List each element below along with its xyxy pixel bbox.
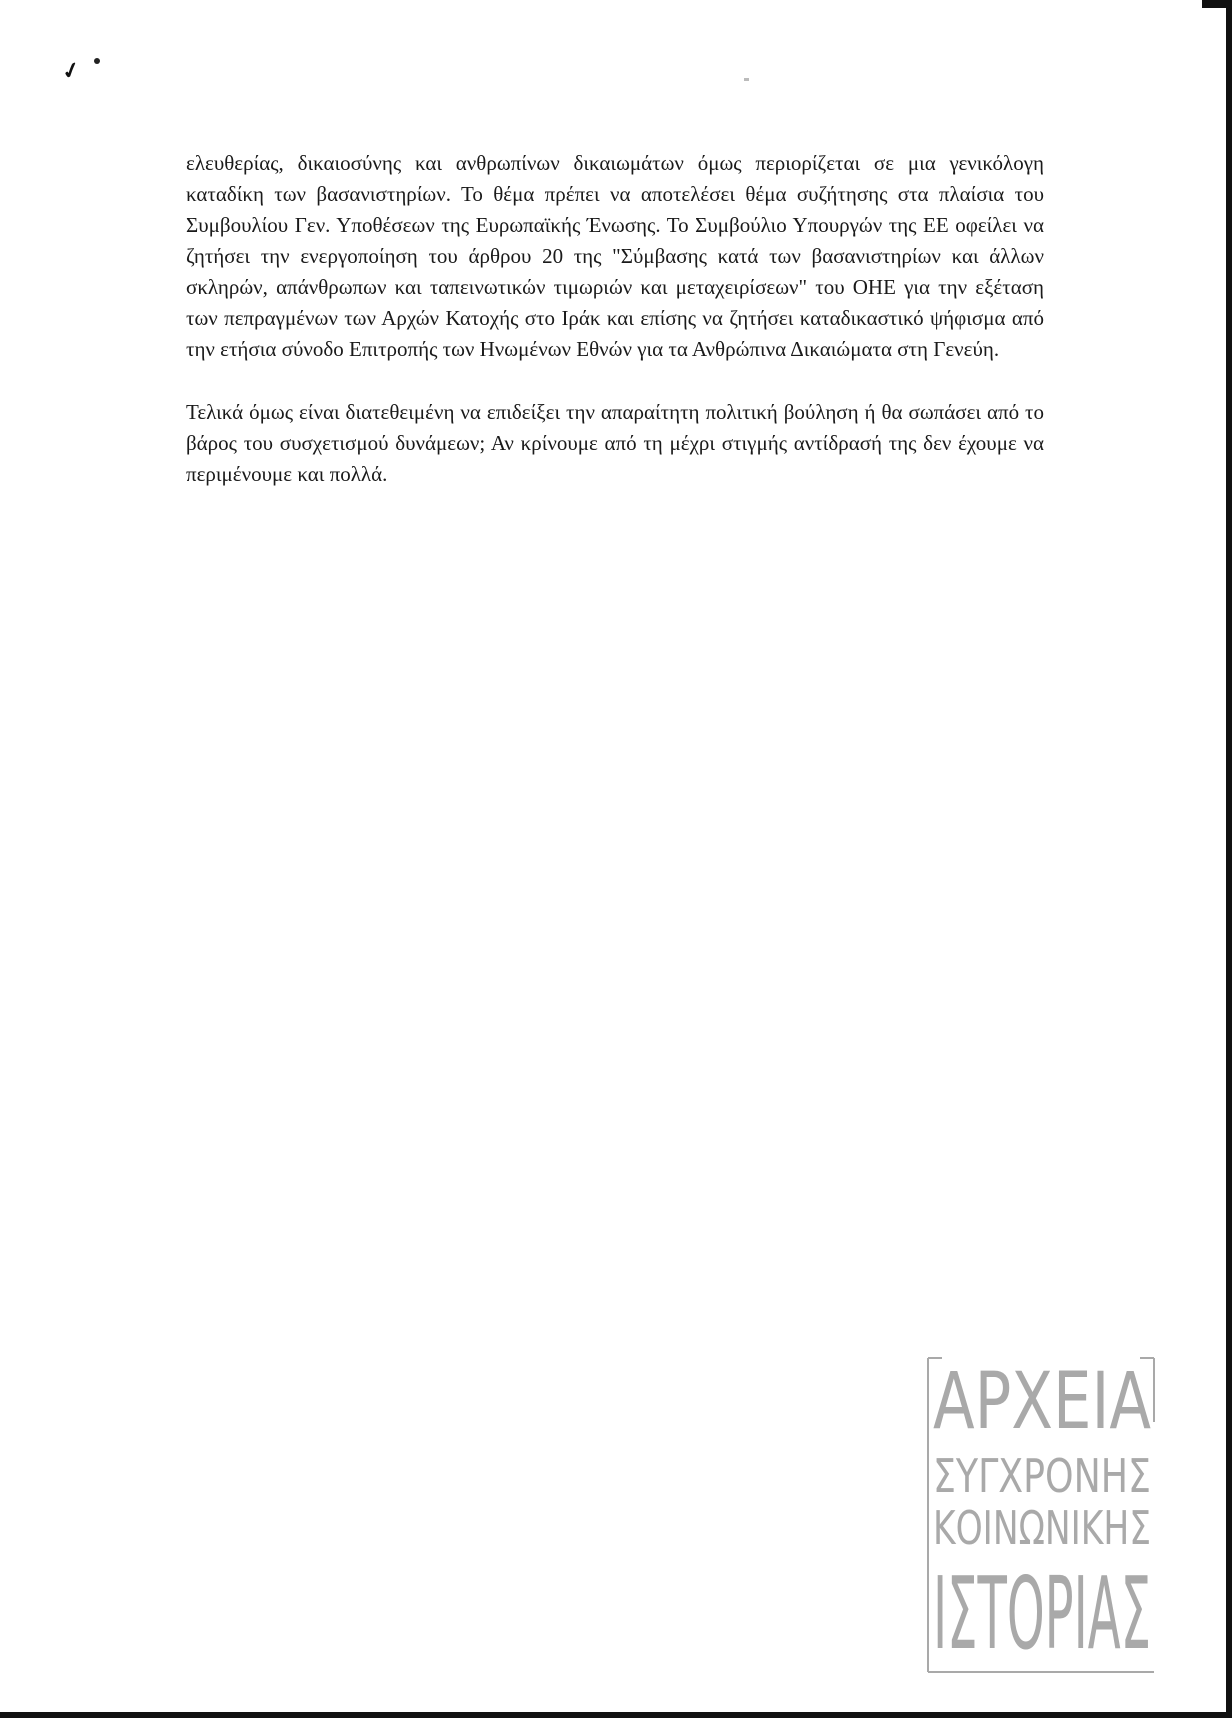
document-body	[186, 148, 1044, 490]
stamp-line-3: ΚΟΙΝΩΝΙΚΗΣ	[933, 1501, 1151, 1555]
corner-mark-icon: ✓	[58, 56, 84, 85]
stamp-line-1: ΑΡΧΕΙΑ	[933, 1357, 1152, 1447]
paragraph-2: Τελικά όμως είναι διατεθειμένη να επιδείξει την απαραίτητη πολιτική βούληση ή θα σωπάσει από το βάρος του συσχετισμού δυνάμεων; Αν κρίνουμε από τη μέχρι στιγμής αντίδρασή της δεν έχουμε να περιμένουμε και πολλά.	[186, 400, 1044, 486]
stamp-line-2: ΣΥΓΧΡΟΝΗΣ	[933, 1449, 1151, 1503]
scan-edge-bottom	[0, 1712, 1232, 1718]
corner-dot-icon	[94, 58, 100, 64]
stamp-line-4: ΙΣΤΟΡΙΑΣ	[933, 1555, 1151, 1672]
scan-edge-top	[1202, 0, 1232, 8]
paragraph-1: ελευθερίας, δικαιοσύνης και ανθρωπίνων δικαιωμάτων όμως περιορίζεται σε μια γενικόλογη καταδίκη των βασανιστηρίων. Το θέμα πρέπει να αποτελέσει θέμα συζήτησης στα πλαίσια του Συμβουλίου Γεν. Υποθέσεων της Ευρωπαϊκής Ένωσης. Το Συμβούλιο Υπουργών της ΕΕ οφείλει να ζητήσει την ενεργοποίηση του άρθρου 20 της "Σύμβασης κατά των βασανιστηρίων και άλλων σκληρών, απάνθρωπων και ταπεινωτικών τιμωριών και μεταχειρίσεων" του ΟΗΕ για την εξέταση των πεπραγμένων των Αρχών Κατοχής στο Ιράκ και επίσης να ζητήσει καταδικαστικό ψήφισμα από την ετήσια σύνοδο Επιτροπής των Ηνωμένων Εθνών για τα Ανθρώπινα Δικαιώματα στη Γενεύη.	[186, 151, 1044, 361]
scan-speck	[744, 78, 749, 81]
archive-stamp-logo	[922, 1352, 1162, 1672]
scan-edge-right	[1226, 0, 1232, 1718]
